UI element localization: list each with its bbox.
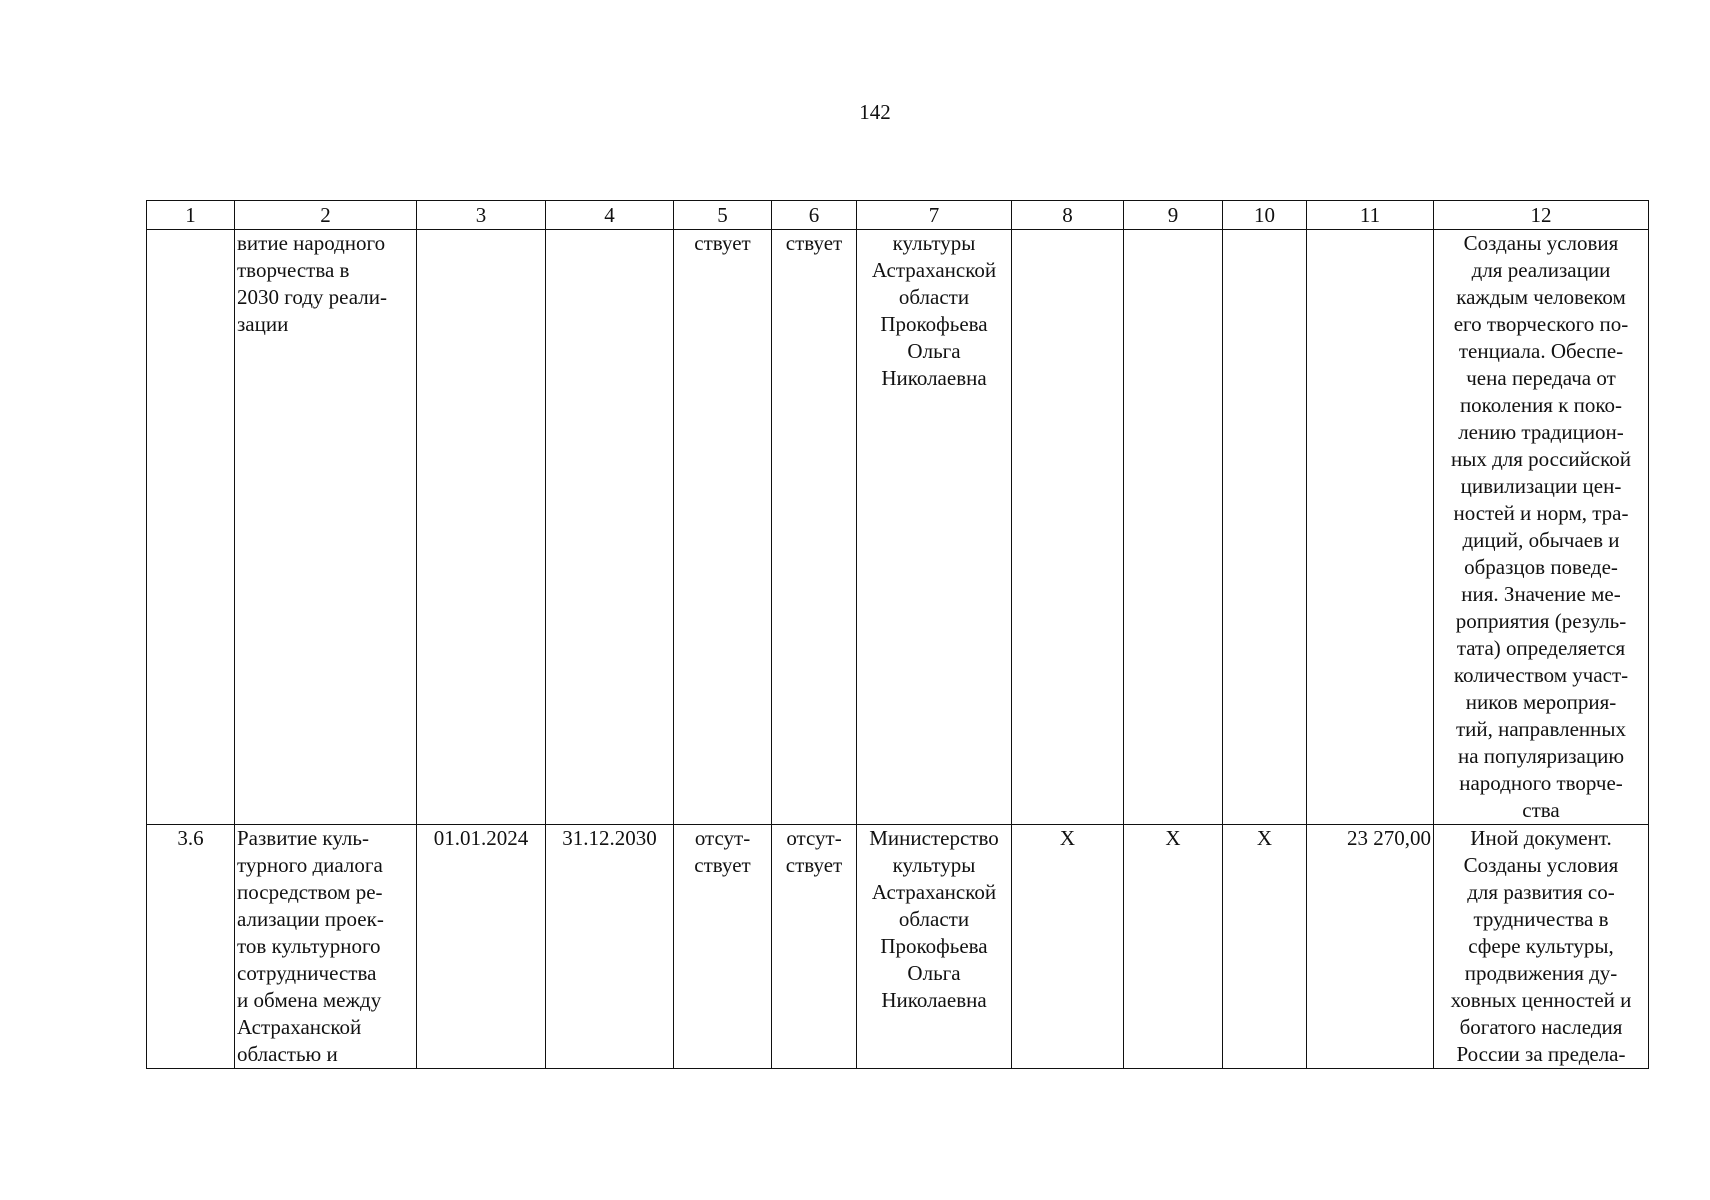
cell-number: 3.6 (147, 825, 235, 1069)
cell-col10 (1223, 230, 1307, 825)
header-cell: 5 (674, 201, 772, 230)
cell-event-name: Развитие куль- турного диалога посредством ре- ализации проек- тов культурного сотрудничества и обмена между Астраханской областью и (235, 825, 417, 1069)
cell-responsible: культуры Астраханской области Прокофьева Ольга Николаевна (857, 230, 1012, 825)
cell-col8 (1012, 230, 1124, 825)
cell-col10: Х (1223, 825, 1307, 1069)
header-cell: 4 (546, 201, 674, 230)
cell-col5: ствует (674, 230, 772, 825)
cell-amount: 23 270,00 (1307, 825, 1434, 1069)
cell-col9 (1124, 230, 1223, 825)
header-cell: 3 (417, 201, 546, 230)
header-cell: 7 (857, 201, 1012, 230)
header-cell: 9 (1124, 201, 1223, 230)
cell-description: Созданы условия для реализации каждым человеком его творческого по- тенциала. Обеспе- чена передача от поколения к поко- лению традицион- ных для российской цивилизации цен- ностей и норм, тра- диций, обычаев и образцов поведе- ния. Значение ме- роприятия (резуль- тата) определяется количеством участ- ников мероприя- тий, направленных на популяризацию народного творче- ства (1434, 230, 1649, 825)
cell-amount (1307, 230, 1434, 825)
cell-start-date: 01.01.2024 (417, 825, 546, 1069)
cell-start-date (417, 230, 546, 825)
header-cell: 11 (1307, 201, 1434, 230)
header-cell: 6 (772, 201, 857, 230)
header-cell: 2 (235, 201, 417, 230)
header-cell: 1 (147, 201, 235, 230)
cell-col9: Х (1124, 825, 1223, 1069)
cell-end-date: 31.12.2030 (546, 825, 674, 1069)
cell-number (147, 230, 235, 825)
header-cell: 8 (1012, 201, 1124, 230)
table-header-row (147, 201, 1649, 230)
cell-event-name: витие народного творчества в 2030 году реали- зации (235, 230, 417, 825)
table-row (147, 230, 1649, 825)
cell-col8: Х (1012, 825, 1124, 1069)
header-cell: 12 (1434, 201, 1649, 230)
document-table (146, 200, 1649, 1069)
cell-col6: ствует (772, 230, 857, 825)
cell-col5: отсут- ствует (674, 825, 772, 1069)
cell-responsible: Министерство культуры Астраханской области Прокофьева Ольга Николаевна (857, 825, 1012, 1069)
page-number: 142 (859, 100, 891, 124)
cell-description: Иной документ. Созданы условия для развития со- трудничества в сфере культуры, продвижения ду- ховных ценностей и богатого наследия России за предела- (1434, 825, 1649, 1069)
header-cell: 10 (1223, 201, 1307, 230)
cell-end-date (546, 230, 674, 825)
table-row (147, 825, 1649, 1069)
cell-col6: отсут- ствует (772, 825, 857, 1069)
